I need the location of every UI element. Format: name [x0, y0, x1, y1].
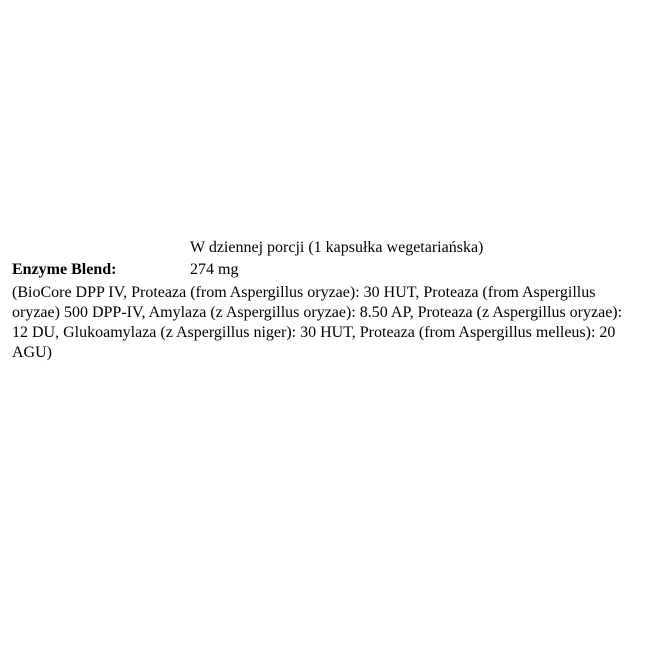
table-header-row: [12, 237, 642, 259]
ingredient-description: (BioCore DPP IV, Proteaza (from Aspergillus oryzae): 30 HUT, Proteaza (from Aspergillus oryzae) 500 DPP-IV, Amylaza (z Aspergillus oryzae): 8.50 AP, Proteaza (z Aspergillus oryzae): 12 DU, Glukoamylaza (z Aspergillus niger): 30 HUT, Proteaza (from Aspergillus melleus): 20 AGU): [12, 284, 623, 361]
ingredient-label: Enzyme Blend:: [12, 261, 117, 278]
serving-size-header: W dziennej porcji (1 kapsułka wegetariańska): [190, 239, 484, 256]
ingredient-amount: 274 mg: [190, 261, 239, 278]
table-row: [12, 259, 642, 281]
supplement-facts-table: [12, 237, 642, 363]
